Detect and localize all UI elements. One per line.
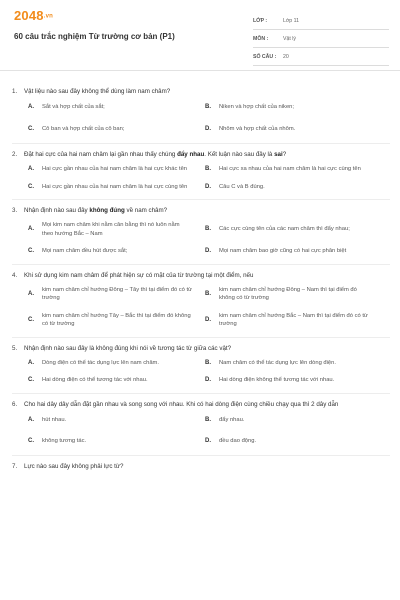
question-number: 1. — [12, 88, 18, 95]
logo-main: 2048 — [14, 8, 44, 23]
option-grid — [28, 103, 390, 133]
question-stem — [12, 206, 390, 215]
question-stem — [12, 344, 390, 353]
option-grid — [28, 165, 390, 191]
option-b[interactable]: B. đẩy nhau. — [205, 416, 245, 423]
question-number: 5. — [12, 344, 18, 352]
option-b[interactable]: B. kim nam châm chỉ hướng Đông – Nam thì tại điểm đó không có từ trường — [205, 286, 357, 301]
question — [12, 394, 390, 446]
meta-value: Lớp 11 — [283, 17, 299, 24]
question-number: 4. — [12, 271, 18, 279]
question-stem — [12, 87, 390, 96]
option-b[interactable]: B. Niken và hợp chất của niken; — [205, 104, 295, 110]
question-number: 6. — [12, 400, 18, 408]
option-c[interactable]: C. Mọi nam châm đều hút được sắt; — [28, 248, 128, 254]
question-stem — [12, 150, 390, 159]
question-text: Khi sử dụng kim nam châm để phát hiện sự có mặt của từ trường tại một điểm, nếu — [24, 271, 254, 279]
option-d[interactable]: D. đều dao động. — [205, 438, 257, 444]
question-number: 7. — [12, 462, 18, 470]
document-title: 60 câu trắc nghiệm Từ trường cơ bản (P1) — [14, 32, 175, 41]
option-c[interactable]: C. không tương tác. — [28, 438, 87, 444]
option-grid — [28, 416, 390, 446]
question-text: Nhận định nào sau đây là không đúng khi nói về tương tác từ giữa các vật? — [24, 344, 232, 352]
option-c[interactable]: C. Hai dòng điện có thể tương tác với nhau. — [28, 377, 148, 383]
question — [12, 456, 390, 471]
question-stem — [12, 271, 390, 280]
question — [12, 200, 390, 256]
question — [12, 71, 390, 133]
option-d[interactable]: D. kim nam châm chỉ hướng Bắc – Nam thì tại điểm đó có từ trường — [205, 312, 368, 327]
option-a[interactable]: A. Dòng điện có thể tác dụng lực lên nam châm. — [28, 359, 159, 366]
meta-row-count — [253, 48, 389, 66]
option-d[interactable]: D. Nhôm và hợp chất của nhôm. — [205, 125, 296, 132]
question-text: Lực nào sau đây không phải lực từ? — [24, 462, 124, 470]
option-a[interactable]: A. Sắt và hợp chất của sắt; — [28, 104, 105, 110]
option-a[interactable]: A. kim nam châm chỉ hướng Đông – Tây thì tại điểm đó có từ trường — [28, 286, 193, 301]
meta-row-subject — [253, 30, 389, 48]
question — [12, 338, 390, 385]
meta-label: LỚP : — [253, 17, 268, 24]
question-number: 2. — [12, 151, 18, 158]
option-b[interactable]: B. Các cực cùng tên của các nam châm thì đẩy nhau; — [205, 226, 350, 233]
question-text: Nhận định nào sau đây không đúng về nam châm? — [24, 207, 168, 214]
question-text: Vật liệu nào sau đây không thể dùng làm nam châm? — [24, 88, 171, 95]
page-header — [0, 0, 400, 62]
meta-value: Vật lý — [283, 35, 296, 42]
meta-table — [253, 12, 389, 66]
option-c[interactable]: C. kim nam châm chỉ hướng Tây – Bắc thì tại điểm đó không có từ trường — [28, 312, 191, 327]
meta-label: SỐ CÂU : — [253, 53, 277, 60]
question — [12, 144, 390, 191]
option-c[interactable]: C. Cô ban và hợp chất của cô ban; — [28, 125, 125, 132]
question — [12, 265, 390, 329]
logo-suffix: .vn — [43, 13, 54, 20]
option-d[interactable]: D. Mọi nam châm bao giờ cũng có hai cực phân biệt — [205, 248, 347, 254]
option-grid — [28, 221, 390, 256]
question-text: Cho hai dây dây dẫn đặt gần nhau và song song với nhau. Khi có hai dòng điện cùng chiều chạy qua thì 2 dây dẫn — [24, 400, 339, 408]
question-text: Đặt hai cực của hai nam châm lại gần nhau thấy chúng đẩy nhau. Kết luận nào sau đây là sai? — [24, 151, 287, 158]
option-a[interactable]: A. hút nhau. — [28, 416, 67, 423]
question-stem — [12, 400, 390, 409]
option-d[interactable]: D. Hai dòng điện không thể tương tác với nhau. — [205, 377, 335, 383]
question-list — [0, 71, 400, 471]
option-a[interactable]: A. Hai cực gần nhau của hai nam châm là hai cực khác tên — [28, 166, 188, 172]
option-grid — [28, 286, 390, 329]
meta-row-class — [253, 12, 389, 30]
option-a[interactable]: A. Mọi kim nam châm khi nằm cân bằng thì nó luôn nằm theo hướng Bắc – Nam — [28, 222, 180, 237]
meta-value: 20 — [283, 53, 289, 60]
option-c[interactable]: C. Hai cực gần nhau của hai nam châm là hai cực cùng tên — [28, 183, 188, 190]
question-number: 3. — [12, 207, 18, 214]
meta-label: MÔN : — [253, 35, 269, 42]
question-stem — [12, 462, 390, 471]
option-b[interactable]: B. Nam châm có thể tác dụng lực lên dòng điện. — [205, 359, 336, 366]
option-b[interactable]: B. Hai cực xa nhau của hai nam châm là hai cực cùng tên — [205, 166, 361, 172]
option-d[interactable]: D. Câu C và B đúng. — [205, 183, 265, 190]
option-grid — [28, 359, 390, 385]
